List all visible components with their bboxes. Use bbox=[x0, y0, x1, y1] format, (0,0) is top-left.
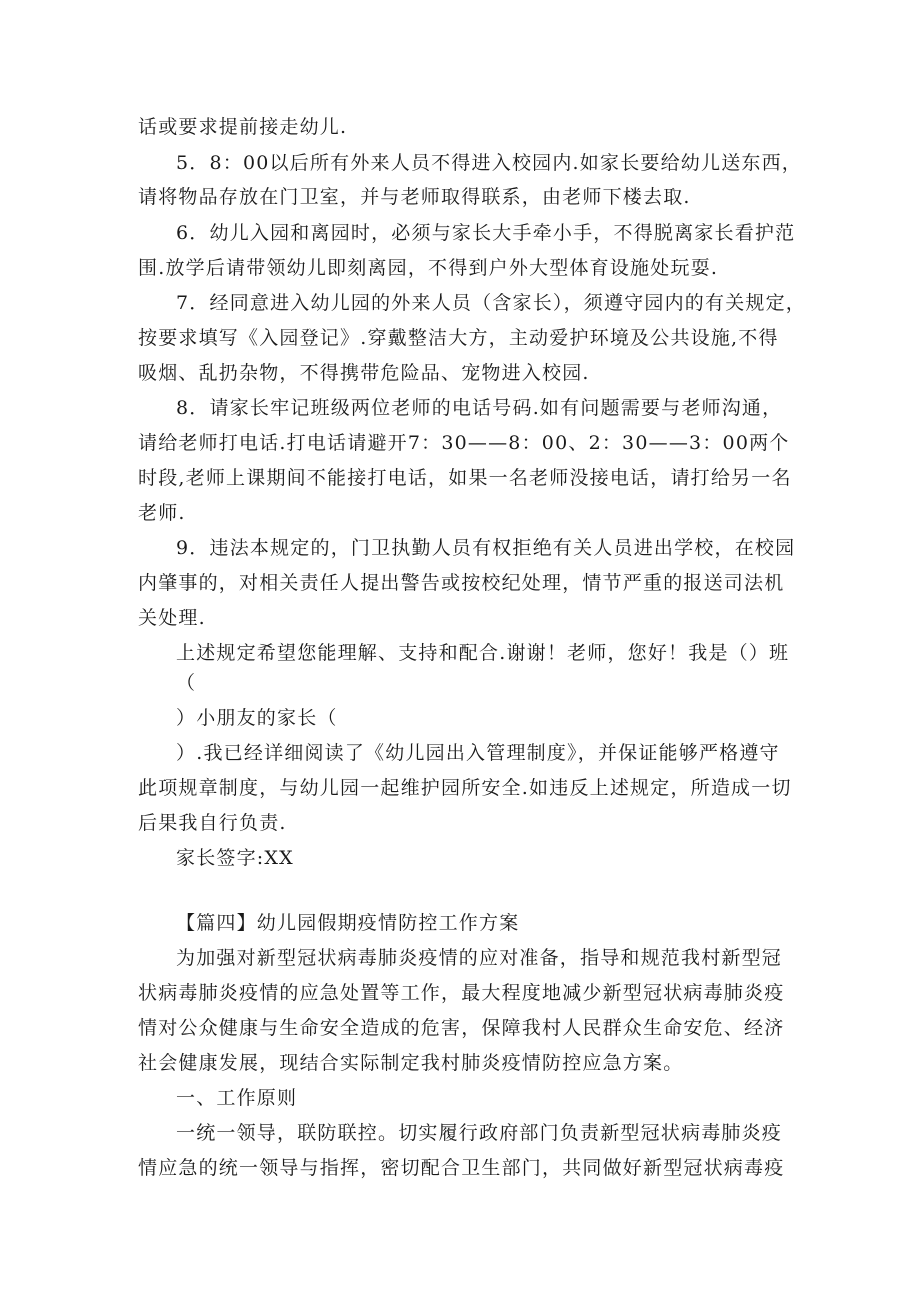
text-line: 围.放学后请带领幼儿即刻离园，不得到户外大型体育设施处玩耍. bbox=[138, 257, 719, 279]
text-line: 吸烟、乱扔杂物，不得携带危险品、宠物进入校园. bbox=[138, 362, 590, 384]
text-line: 请给老师打电话.打电话请避开7：30——8：00、2：30——3：00两个 bbox=[138, 432, 790, 454]
text-line: （ bbox=[176, 672, 197, 694]
text-line: 情应急的统一领导与指挥，密切配合卫生部门，共同做好新型冠状病毒疫 bbox=[138, 1157, 785, 1179]
text-line: 家长签字:XX bbox=[176, 847, 294, 869]
text-line: 5．8：00以后所有外来人员不得进入校园内.如家长要给幼儿送东西， bbox=[176, 152, 802, 174]
text-line: 时段,老师上课期间不能接打电话，如果一名老师没接电话，请打给另一名 bbox=[138, 467, 792, 489]
text-line: 话或要求提前接走幼儿. bbox=[138, 116, 348, 138]
text-line: 9．违法本规定的，门卫执勤人员有权拒绝有关人员进出学校，在校园 bbox=[176, 537, 796, 559]
subsection-heading: 一、工作原则 bbox=[176, 1087, 298, 1109]
text-line: 情对公众健康与生命安全造成的危害，保障我村人民群众生命安危、经济 bbox=[138, 1017, 785, 1039]
text-line: 关处理. bbox=[138, 607, 206, 629]
text-line: 6．幼儿入园和离园时，必须与家长大手牵小手，不得脱离家长看护范 bbox=[176, 222, 796, 244]
text-line: 此项规章制度，与幼儿园一起维护园所安全.如违反上述规定，所造成一切 bbox=[138, 777, 792, 799]
text-line: 内肇事的，对相关责任人提出警告或按校纪处理，情节严重的报送司法机 bbox=[138, 572, 785, 594]
text-line: 后果我自行负责. bbox=[138, 812, 287, 834]
text-line: 一统一领导，联防联控。切实履行政府部门负责新型冠状病毒肺炎疫 bbox=[176, 1122, 783, 1144]
text-line: ）.我已经详细阅读了《幼儿园出入管理制度》，并保证能够严格遵守 bbox=[176, 742, 780, 764]
section-heading: 【篇四】幼儿园假期疫情防控工作方案 bbox=[176, 912, 520, 934]
text-line: 社会健康发展，现结合实际制定我村肺炎疫情防控应急方案。 bbox=[138, 1052, 684, 1074]
text-line: 8．请家长牢记班级两位老师的电话号码.如有问题需要与老师沟通， bbox=[176, 397, 783, 419]
text-line: 上述规定希望您能理解、支持和配合.谢谢！老师，您好！我是（）班 bbox=[176, 642, 790, 664]
text-line: 状病毒肺炎疫情的应急处置等工作，最大程度地减少新型冠状病毒肺炎疫 bbox=[138, 982, 785, 1004]
text-line: 为加强对新型冠状病毒肺炎疫情的应对准备，指导和规范我村新型冠 bbox=[176, 947, 783, 969]
text-line: 按要求填写《入园登记》.穿戴整洁大方，主动爱护环境及公共设施,不得 bbox=[138, 327, 779, 349]
text-line: ）小朋友的家长（ bbox=[176, 707, 338, 729]
text-line: 请将物品存放在门卫室，并与老师取得联系，由老师下楼去取. bbox=[138, 186, 691, 208]
text-line: 7．经同意进入幼儿园的外来人员（含家长），须遵守园内的有关规定， bbox=[176, 292, 806, 314]
text-line: 老师. bbox=[138, 502, 186, 524]
